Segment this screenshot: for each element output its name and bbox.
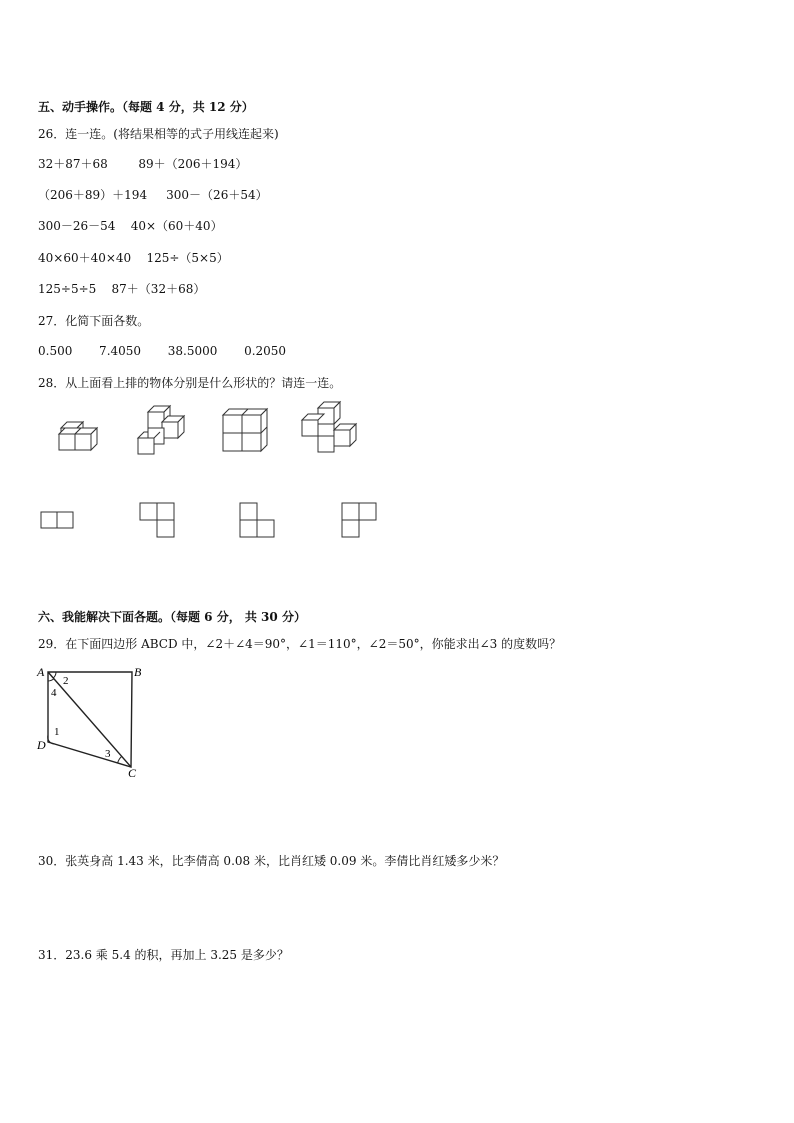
question-30-prompt: 30．张英身高 1.43 米，比李倩高 0.08 米，比肖红矮 0.09 米。李倩比肖红矮多少米？ bbox=[38, 854, 505, 868]
top-view-shape-1 bbox=[40, 510, 76, 530]
angle-1-label: 1 bbox=[54, 726, 60, 738]
section-five-heading: 五、动手操作。（每题 4 分，共 12 分） bbox=[38, 100, 254, 114]
top-view-shape-4 bbox=[340, 501, 380, 541]
angle-2-arc bbox=[53, 672, 56, 678]
quadrilateral-figure bbox=[34, 664, 154, 778]
top-view-shape-3 bbox=[238, 501, 278, 541]
diagonal-ac bbox=[48, 672, 131, 767]
expression-row-4: 40×60＋40×40 125÷（5×5） bbox=[38, 251, 229, 265]
question-27-prompt: 27．化简下面各数。 bbox=[38, 314, 150, 328]
angle-3-label: 3 bbox=[105, 748, 111, 760]
angle-4-arc bbox=[48, 679, 54, 681]
question-28-prompt: 28．从上面看上排的物体分别是什么形状的？请连一连。 bbox=[38, 376, 342, 390]
section-six-heading: 六、我能解决下面各题。（每题 6 分， 共 30 分） bbox=[38, 610, 306, 624]
top-view-shape-2 bbox=[138, 501, 178, 541]
question-29-prompt: 29．在下面四边形 ABCD 中，∠2＋∠4＝90°，∠1＝110°，∠2＝50°，你能求出∠3 的度数吗？ bbox=[38, 637, 562, 651]
vertex-c-label: C bbox=[128, 766, 137, 780]
cube-object-4 bbox=[300, 400, 356, 454]
question-26-prompt: 26．连一连。(将结果相等的式子用线连起来) bbox=[38, 127, 279, 141]
expression-row-1: 32＋87＋68 89＋（206＋194） bbox=[38, 157, 248, 171]
vertex-b-label: B bbox=[134, 665, 142, 679]
cube-object-2 bbox=[136, 405, 188, 455]
expression-row-5: 125÷5÷5 87＋（32＋68） bbox=[38, 282, 206, 296]
angle-4-label: 4 bbox=[51, 687, 57, 699]
angle-2-label: 2 bbox=[63, 675, 69, 687]
vertex-d-label: D bbox=[37, 738, 46, 752]
cube-object-3 bbox=[221, 407, 269, 453]
question-31-prompt: 31．23.6 乘 5.4 的积，再加上 3.25 是多少？ bbox=[38, 948, 289, 962]
expression-row-2: （206＋89）＋194 300－（26＋54） bbox=[38, 188, 268, 202]
angle-3-arc bbox=[118, 756, 122, 763]
vertex-a-label: A bbox=[37, 665, 45, 679]
expression-row-3: 300－26－54 40×（60＋40） bbox=[38, 219, 223, 233]
cube-object-1 bbox=[55, 418, 105, 454]
decimal-numbers: 0.500 7.4050 38.5000 0.2050 bbox=[38, 344, 287, 358]
